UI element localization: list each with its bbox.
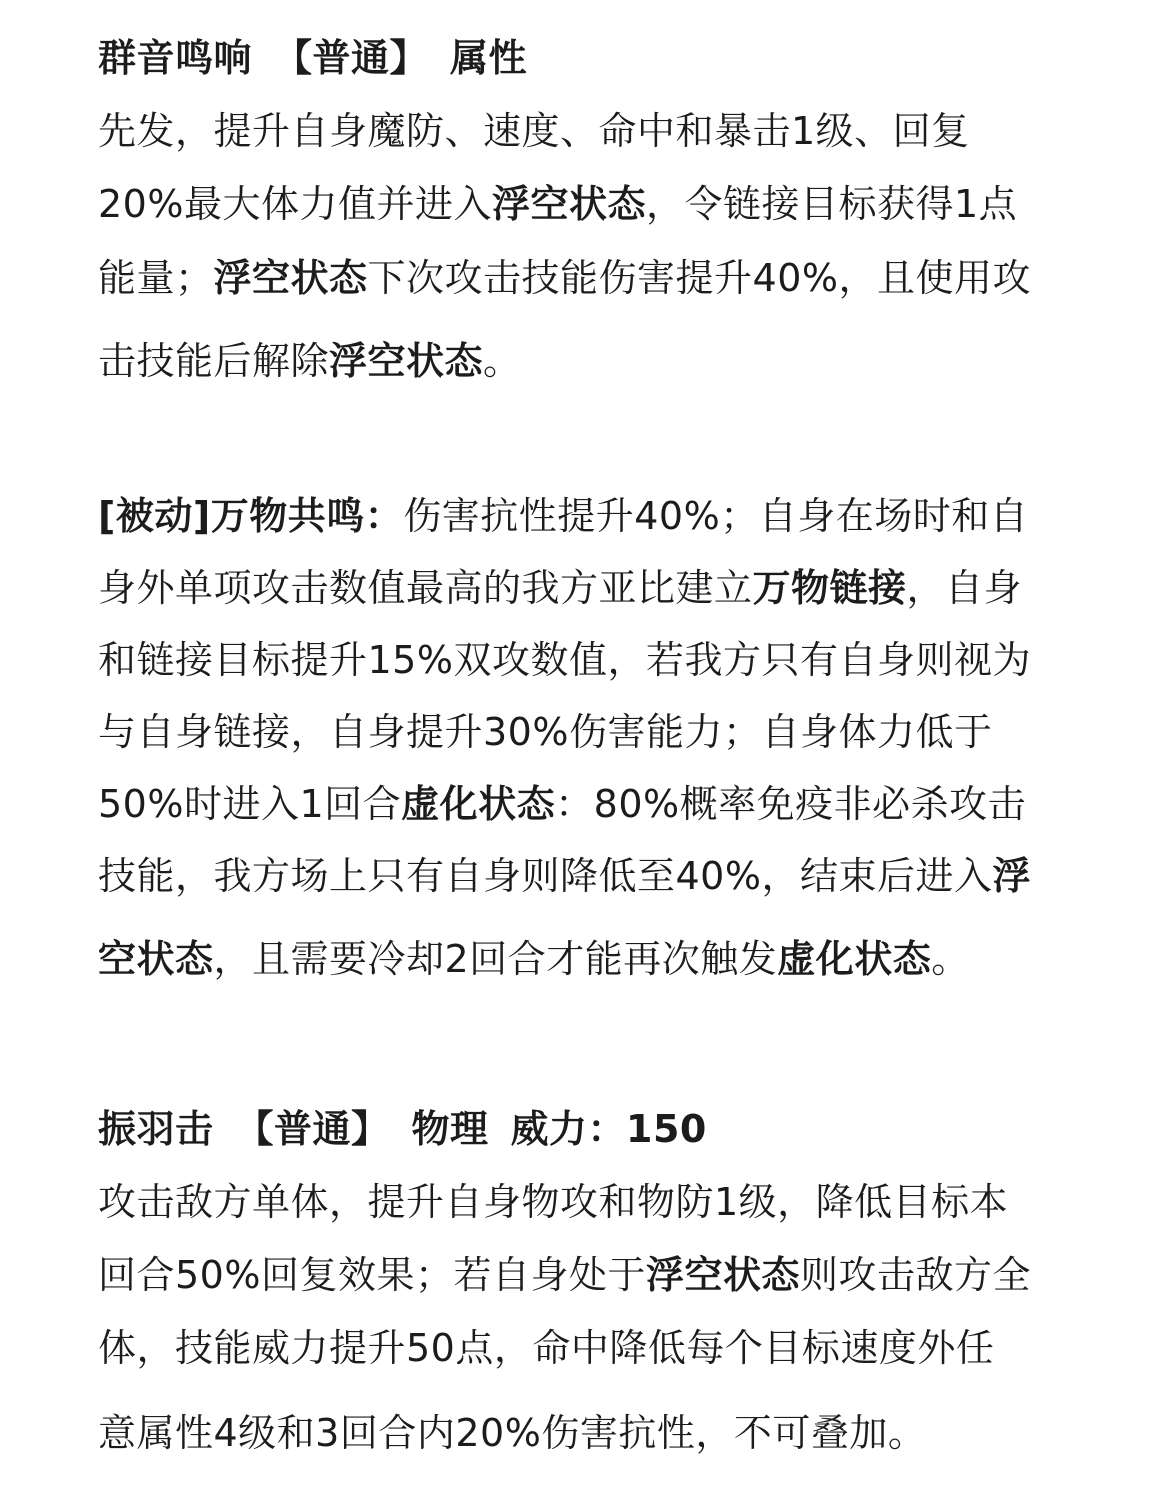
body-text: 攻击敌方单体，提升自身物攻和物防1级，降低目标本 <box>98 1180 1009 1224</box>
passive-desc-line <box>98 779 1026 829</box>
body-text: 。 <box>483 339 522 383</box>
keyword-text: 浮空状态 <box>213 256 368 300</box>
keyword-text: 浮空状态 <box>491 182 646 226</box>
skill-heading-2 <box>98 1104 707 1154</box>
body-text: 体，技能威力提升50点，命中降低每个目标速度外任 <box>98 1326 995 1370</box>
keyword-text: 虚化状态 <box>401 782 556 826</box>
skill-1-desc-line <box>98 253 1031 303</box>
keyword-text: 万物链接 <box>752 566 907 610</box>
body-text: 和链接目标提升15%双攻数值，若我方只有自身则视为 <box>98 638 1031 682</box>
body-text: 伤害抗性提升40%；自身在场时和自 <box>403 494 1029 538</box>
keyword-text: 浮空状态 <box>645 1253 800 1297</box>
skill-name: 振羽击 <box>98 1107 214 1151</box>
skill-power: 威力：150 <box>510 1107 707 1151</box>
skill-1-desc-line <box>98 106 970 156</box>
keyword-text: 空状态 <box>98 937 214 981</box>
skill-2-desc-line <box>98 1250 1031 1300</box>
skill-1-desc-line <box>98 336 522 386</box>
body-text: 意属性4级和3回合内20%伤害抗性，不可叠加。 <box>98 1411 927 1455</box>
body-text: 身外单项攻击数值最高的我方亚比建立 <box>98 566 753 610</box>
skill-2-desc-line <box>98 1323 994 1373</box>
skill-type: 物理 <box>411 1107 489 1151</box>
body-text: 50%时进入1回合 <box>98 782 402 826</box>
body-text: ，自身 <box>906 566 1023 610</box>
skill-category: 【普通】 <box>235 1107 390 1151</box>
body-text: 先发，提升自身魔防、速度、命中和暴击1级、回复 <box>98 109 970 153</box>
keyword-text: [被动]万物共鸣： <box>98 494 404 538</box>
skill-1-desc-line <box>98 179 1017 229</box>
passive-desc-line <box>98 707 992 757</box>
passive-desc-line <box>98 934 970 984</box>
body-text: 技能，我方场上只有自身则降低至40%，结束后进入 <box>98 854 993 898</box>
body-text: 下次攻击技能伤害提升40%，且使用攻 <box>367 256 1031 300</box>
passive-desc-line <box>98 851 1031 901</box>
body-text: ：80%概率免疫非必杀攻击 <box>555 782 1027 826</box>
skill-2-desc-line <box>98 1177 1008 1227</box>
passive-desc-line <box>98 491 1028 541</box>
body-text: 20%最大体力值并进入 <box>98 182 492 226</box>
body-text: ，且需要冷却2回合才能再次触发 <box>213 937 778 981</box>
body-text: 与自身链接，自身提升30%伤害能力；自身体力低于 <box>98 710 993 754</box>
keyword-text: 浮 <box>992 854 1031 898</box>
body-text: ，令链接目标获得1点 <box>645 182 1018 226</box>
keyword-text: 浮空状态 <box>329 339 484 383</box>
skill-type: 属性 <box>450 36 528 80</box>
body-text: 击技能后解除 <box>98 339 330 383</box>
skill-name: 群音鸣响 <box>98 36 253 80</box>
body-text: 。 <box>931 937 970 981</box>
passive-desc-line <box>98 563 1022 613</box>
body-text: 回合50%回复效果；若自身处于 <box>98 1253 646 1297</box>
skill-category: 【普通】 <box>274 36 429 80</box>
body-text: 则攻击敌方全 <box>799 1253 1031 1297</box>
skill-2-desc-line <box>98 1408 926 1458</box>
passive-desc-line <box>98 635 1031 685</box>
keyword-text: 虚化状态 <box>777 937 932 981</box>
skill-heading-1 <box>98 33 527 83</box>
body-text: 能量； <box>98 256 214 300</box>
